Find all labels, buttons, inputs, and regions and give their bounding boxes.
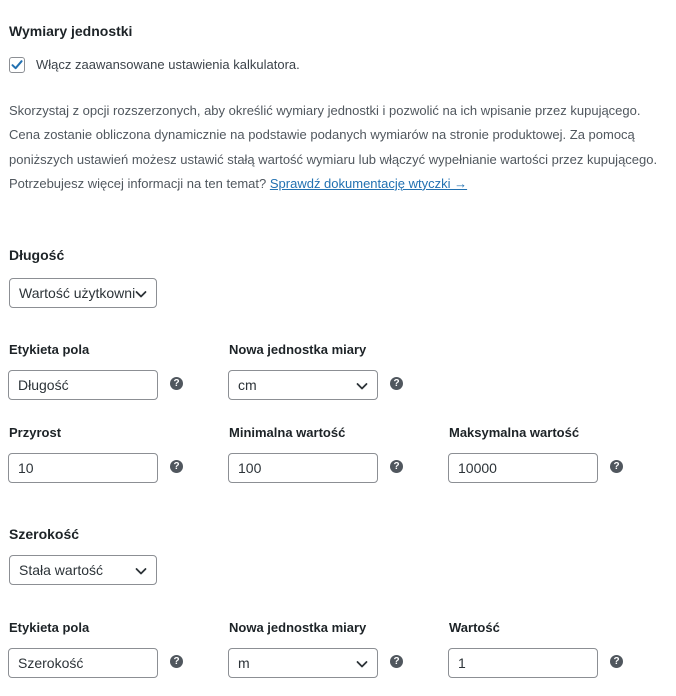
checkmark-icon xyxy=(10,58,24,72)
width-unit-select[interactable] xyxy=(228,648,378,678)
length-type-value: Wartość użytkowni xyxy=(19,285,136,301)
length-unit-select[interactable] xyxy=(228,370,378,400)
width-type-value: Stała wartość xyxy=(19,562,104,578)
length-max-caption: Maksymalna wartość xyxy=(449,425,580,440)
length-min-caption: Minimalna wartość xyxy=(229,425,346,440)
advanced-settings-checkbox[interactable] xyxy=(9,57,25,73)
width-value-input[interactable]: 1 xyxy=(448,648,598,678)
width-field-label-caption: Etykieta pola xyxy=(9,620,90,635)
help-icon[interactable]: ? xyxy=(170,655,183,668)
plugin-docs-link[interactable]: Sprawdź dokumentację wtyczki → xyxy=(269,175,468,191)
help-icon[interactable]: ? xyxy=(390,460,403,473)
help-icon[interactable]: ? xyxy=(610,655,623,668)
chevron-down-icon xyxy=(355,657,369,671)
length-type-select[interactable] xyxy=(9,278,157,308)
description-text: Skorzystaj z opcji rozszerzonych, aby określić wymiary jednostki i pozwolić na ich wpisanie przez kupującego. Cena zostanie obliczona dynamicznie na podstawie podanych wymiarów na stronie produktowej. Za pomocą poniższych ustawień możesz ustawić stałą wartość wymiaru lub włączyć wypełnianie wartości przez kupującego. Potrzebujesz więcej informacji na ten temat? xyxy=(9,103,658,191)
width-field-label-input[interactable]: Szerokość xyxy=(8,648,158,678)
width-unit-caption: Nowa jednostka miary xyxy=(229,620,367,635)
help-icon[interactable]: ? xyxy=(170,460,183,473)
length-min-input[interactable]: 100 xyxy=(228,453,378,483)
help-icon[interactable]: ? xyxy=(170,377,183,390)
chevron-down-icon xyxy=(134,564,148,578)
length-field-label-caption: Etykieta pola xyxy=(9,342,90,357)
width-value-caption: Wartość xyxy=(449,620,500,635)
chevron-down-icon xyxy=(355,379,369,393)
length-step-input[interactable]: 10 xyxy=(8,453,158,483)
length-max-input[interactable]: 10000 xyxy=(448,453,598,483)
advanced-settings-label[interactable]: Włącz zaawansowane ustawienia kalkulatora. xyxy=(36,57,300,72)
width-unit-value: m xyxy=(238,655,250,671)
description xyxy=(9,99,669,196)
width-title: Szerokość xyxy=(9,526,80,542)
length-unit-caption: Nowa jednostka miary xyxy=(229,342,367,357)
help-icon[interactable]: ? xyxy=(610,460,623,473)
length-title: Długość xyxy=(9,247,65,263)
length-step-caption: Przyrost xyxy=(9,425,62,440)
help-icon[interactable]: ? xyxy=(390,655,403,668)
width-type-select[interactable] xyxy=(9,555,157,585)
length-unit-value: cm xyxy=(238,377,257,393)
chevron-down-icon xyxy=(134,287,148,301)
length-field-label-input[interactable]: Długość xyxy=(8,370,158,400)
section-title: Wymiary jednostki xyxy=(9,23,133,39)
help-icon[interactable]: ? xyxy=(390,377,403,390)
